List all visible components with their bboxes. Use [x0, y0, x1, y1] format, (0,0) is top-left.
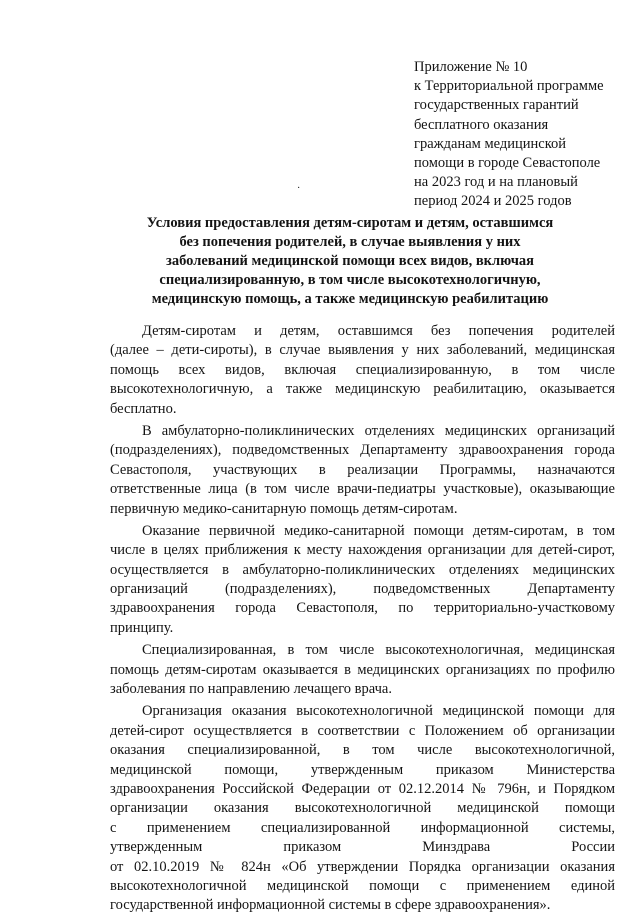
- text-line: высокотехнологичной медицинской помощи с применением единой: [110, 877, 615, 894]
- appendix-line: гражданам медицинской: [414, 135, 567, 152]
- text-line: принципу.: [110, 619, 174, 636]
- text-line: Севастополя, участвующих в реализации Программы, назначаются: [110, 461, 615, 478]
- text-line: Специализированная, в том числе высокотехнологичная, медицинская: [142, 642, 615, 659]
- text-line: числе в целях приближения к месту нахождения организации для детей-сирот,: [110, 542, 615, 559]
- text-line: утвержденным приказом Минздрава России: [110, 839, 615, 856]
- title-line: медицинскую помощь, а также медицинскую реабилитацию: [151, 291, 549, 307]
- paragraph-responsible-persons: [110, 422, 615, 519]
- document-body: [110, 322, 615, 919]
- text-line: оказания специализированной, в том числе высокотехнологичной,: [110, 742, 615, 759]
- document-title: [120, 214, 580, 309]
- text-line: первичную медико-санитарную помощь детям-сиротам.: [110, 500, 458, 517]
- text-line: здравоохранения города Севастополя, по территориально-участковому: [110, 600, 615, 617]
- text-line: (далее – дети-сироты), в случае выявления у них заболеваний, медицинская: [110, 342, 615, 359]
- text-line: Оказание первичной медико-санитарной помощи детям-сиротам, в том: [142, 522, 615, 539]
- text-line: высокотехнологичную, а также медицинскую реабилитацию, оказывается: [110, 381, 615, 398]
- text-line: ответственные лица (в том числе врачи-педиатры участковые), оказывающие: [110, 481, 615, 498]
- text-line: Детям-сиротам и детям, оставшимся без попечения родителей: [142, 323, 615, 339]
- text-line: детей-сирот осуществляется в соответствии с Положением об организации: [110, 722, 615, 739]
- text-line: помощь всех видов, включая специализированную, в том числе: [110, 361, 615, 378]
- appendix-line: помощи в городе Севастополе: [414, 155, 601, 172]
- text-line: организации оказания высокотехнологичной медицинской помощи: [110, 800, 615, 817]
- text-line: В амбулаторно-поликлинических отделениях медицинских организаций: [142, 422, 615, 439]
- text-line: помощь детям-сиротам оказывается в медицинских организациях по профилю: [110, 661, 615, 678]
- text-line: организаций (подразделениях), подведомственных Департаменту: [110, 581, 615, 598]
- title-line: Условия предоставления детям-сиротам и детям, оставшимся: [146, 215, 554, 231]
- appendix-line: период 2024 и 2025 годов: [414, 193, 572, 210]
- text-line: государственной информационной системы в сфере здравоохранения».: [110, 897, 551, 914]
- appendix-line: к Территориальной программе: [414, 78, 604, 95]
- title-line: без попечения родителей, в случае выявления у них: [179, 234, 521, 250]
- scan-speck: ·: [297, 183, 301, 194]
- text-line: медицинской помощи, утвержденным приказом Министерства: [110, 761, 615, 778]
- paragraph-orphans-entitlement: [110, 322, 615, 419]
- text-line: заболевания по направлению лечащего врача.: [110, 681, 392, 698]
- text-line: от 02.10.2019 № 824н «Об утверждении Порядка организации оказания: [110, 858, 615, 875]
- text-line: (подразделениях), подведомственных Департаменту здравоохранения города: [110, 442, 615, 459]
- text-line: здравоохранения Российской Федерации от 02.12.2014 № 796н, и Порядком: [110, 780, 615, 797]
- appendix-header: [414, 58, 634, 212]
- title-line: заболеваний медицинской помощи всех видов, включая: [166, 253, 534, 269]
- text-line: Организация оказания высокотехнологичной медицинской помощи для: [142, 703, 615, 720]
- appendix-line: государственных гарантий: [414, 97, 579, 114]
- title-line: специализированную, в том числе высокотехнологичную,: [159, 272, 541, 288]
- text-line: с применением специализированной информационной системы,: [110, 819, 615, 836]
- appendix-line: бесплатного оказания: [414, 116, 549, 133]
- text-line: бесплатно.: [110, 400, 177, 417]
- text-line: осуществляется в амбулаторно-поликлинических отделениях медицинских: [110, 561, 615, 578]
- paragraph-high-tech-care: [110, 702, 615, 915]
- appendix-line: Приложение № 10: [414, 59, 528, 75]
- paragraph-primary-care: [110, 522, 615, 638]
- appendix-line: на 2023 год и на плановый: [414, 174, 578, 191]
- paragraph-specialized-care: [110, 641, 615, 699]
